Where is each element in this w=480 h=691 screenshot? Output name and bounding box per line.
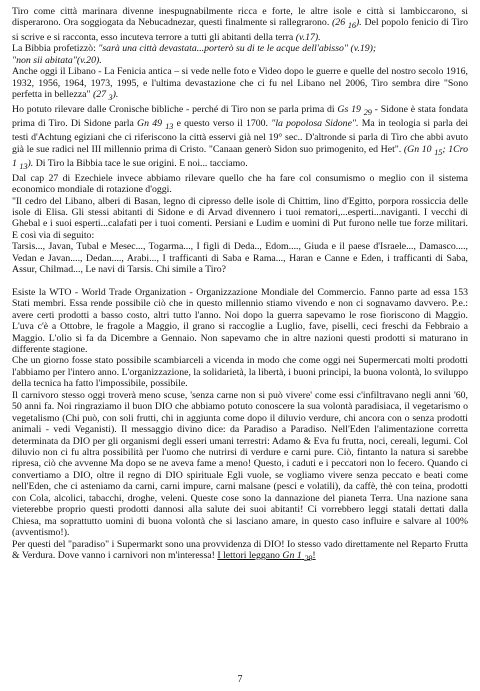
page-number: 7 [237, 673, 243, 685]
citation: (v.20). [76, 54, 102, 66]
text: Del popolo fenicio di Tiro si scrive e si racconta, esso incuteva terrore a tutti gli abitanti della terra [12, 17, 468, 43]
text: - Sidone è stata fondata prima di Tiro. Di Sidone parla [12, 103, 468, 129]
paragraph-vegetarianism: Il carnivoro stesso oggi troverà meno scuse, 'senza carne non si può vivere' come essi c'infiltravano negli anni '60, 50 anni fa. Noi ringraziamo il buon DIO che abbiamo potuto conoscere la sua volontà paradisiaca, il vegetarismo o vegetalismo (Chi può, con soli frutti, chi in aggiunta come dopo il diluvio verdure, chi ancora con o senza prodotti animali - vedi Veganisti). Il messaggio divino dice: da Paradiso a Paradiso. Nell'Eden l'alimentazione corretta determinata da DIO per gli organismi degli esseri umani terrestri: Adamo & Eva fu frutta, noci, cereali, legumi. Col diluvio non ci fu altra possibilità per l'uomo che nutrirsi di verdure e carni pure. Ciò, fintanto la natura si sarebbe ripresa, ciò che avvenne Ma dopo se ne aveva fame a meno! Questo, i caduti e i peccatori non lo fecero. Quando ci convertiamo a DIO, oltre il regno di DIO spirituale Egli vuole, se vogliamo vivere senza peccato e beati come nell'Eden, che ci asteniamo da carni, carni impure, carni malsane (pesci e volatili), da caffè, thè con teina, prodotti con Cola, alcolici, tabacchi, droghe, veleni. Queste cose sono la dannazione del pianeta Terra. Una nazione sana vieterebbe proprio questi prodotti dannosi alla salute dei suoi abitanti! Ci vorrebbero leggi statali dettati dalla Chiesa, ma soprattutto uomini di buona volontà che si lasciano amare, in questo caso influire e salvare al 100% (avventismo!). [12, 389, 468, 539]
citation: (v.17). [295, 31, 321, 43]
paragraph-ezekiel-27: Dal cap 27 di Ezechiele invece abbiamo rilevare quello che ha fare col consumismo o meglio con il sistema economico mondiale di rotazione d'oggi. [12, 172, 468, 196]
text: Tiro come città marinara divenne inespugnabilmente ricca e forte, le altre isole e città si lambiccarono, si disperarono. Ora soggiogata da Nebucadnezar, questi finalmente si rallegrarono. [12, 6, 468, 29]
paragraph-sidon-origins [12, 104, 468, 173]
citation: Gn 49 $_{13}$ [137, 117, 174, 131]
citation: (Gn 10 $_{15}$; 1Cro 1 $_{13}$). [12, 143, 469, 172]
paragraph-tyre-wealth [12, 6, 468, 43]
text: Anche oggi il Libano - La Fenicia antica – si vede nelle foto e Video dopo le guerre e quelle del nostro secolo 1916, 1932, 1956, 1964, 1973, 1995, e l'ultima devastazione che ci fu nel Libano nel 2006, Tiro sembra dire "Sono perfetta in bellezza" [12, 66, 468, 101]
text: Ma in teologia si parla dei testi d'Achtung egiziani che ci riferiscono la città esservi già nel 19° sec.. D'altronde si parla di Tiro che abbi avuto già le sue radici nel III millennio prima di Cristo. "Canaan generò Sidon suo primogenito, ed Het". [12, 117, 468, 155]
text: Tarsis..., Javan, Tubal e Mesec..., Togarma..., I figli di Deda.., Edom...., Giuda e il paese d'Israele..., Damasco...., Vedan e Javan...., Dedan...., Arabi..., I trafficanti di Saba e Rama..., Haran e Canne e Eden, i trafficanti di Saba, Assur, Chilmad..., Le navi di Tarsis. [12, 241, 468, 276]
paragraph-supermarkets: Che un giorno fosse stato possibile scambiarceli a vicenda in modo che come oggi nei Supermercati molti prodotti l'abbiamo per l'intero anno. L'organizzazione, la solidarietà, la libertà, i buoni principi, la buona volontà, lo sviluppo della tecnica ha fatto l'impossibile, possibile. [12, 355, 468, 390]
text: La Bibbia profetizzò: [12, 43, 96, 55]
text: Di Tiro la Bibbia tace le sue origini. E noi... tacciamo. [35, 158, 248, 170]
quote: "sarà una città devastata...porterò su di te le acque dell'abisso" [98, 43, 349, 55]
text: Ho potuto rilevare dalle Cronische bibliche - perché di Tiro non se parla prima di [12, 103, 335, 115]
text: e questo verso il 1700. [176, 117, 268, 129]
paragraph-prophecy [12, 43, 468, 66]
question: Chi simile a Tiro? [155, 264, 227, 276]
paragraph-gap [12, 276, 468, 287]
citation: Gs 19 $_{29}$ [337, 103, 372, 117]
quote: "la popolosa Sidone". [271, 117, 359, 129]
citation: (v.19); [350, 43, 377, 55]
paragraph-lebanon-cedar: "Il cedro del Libano, alberi di Basan, legno di cipresso delle isole di Chittim, lino d'Egitto, porpora rossiccia delle isole di Elisa. Gli stessi abitanti di Sidone e di Arvad divennero i tuoi rematori,...esperti...naviganti. I vecchi di Ghebal e i suoi esperti...calafati per i tuoi comenti. Persiani e Ludim e uomini di Put furono nelle tue forze militari. E così via di seguito: [12, 195, 468, 241]
paragraph-lebanon-today [12, 66, 468, 103]
citation: (27 $_3$). [92, 89, 119, 103]
paragraph-paradise [12, 539, 468, 565]
citation: (26 $_{16}$). [332, 17, 362, 31]
reader-note: I lettori leggano Gn 1 $_{29}$! [217, 550, 316, 564]
text: Per questi del "paradiso" i Supermarkt sono una provvidenza di DIO! Io stesso vado direttamente nel Reparto Frutta & Verdura. Dove vanno i carnivori non m'interessa! [12, 538, 468, 562]
quote: "non sii abitata" [12, 54, 77, 66]
paragraph-wto: Esiste la WTO - World Trade Organization - Organizzazione Mondiale del Commercio. Fanno parte ad essa 153 Stati membri. Essa rende possibile ciò che in questo millennio stiamo vivendo e non ci sognavamo davvero. P.e.: avere certi prodotti a basso costo, altri tutto l'anno. Noi dopo la guerra sapevamo le rose fioriscono di Maggio. L'uva c'è a Ottobre, le fragole a Maggio, il grano si raccoglie a Luglio, fave, piselli, ceci freschi da Febbraio a Maggio. L'olio si fa da Dicembre a Gennaio. Non sapevamo che in altre nazioni questi prodotti si maturano in differente stagione. [12, 286, 468, 355]
paragraph-tarsis-list [12, 241, 468, 275]
